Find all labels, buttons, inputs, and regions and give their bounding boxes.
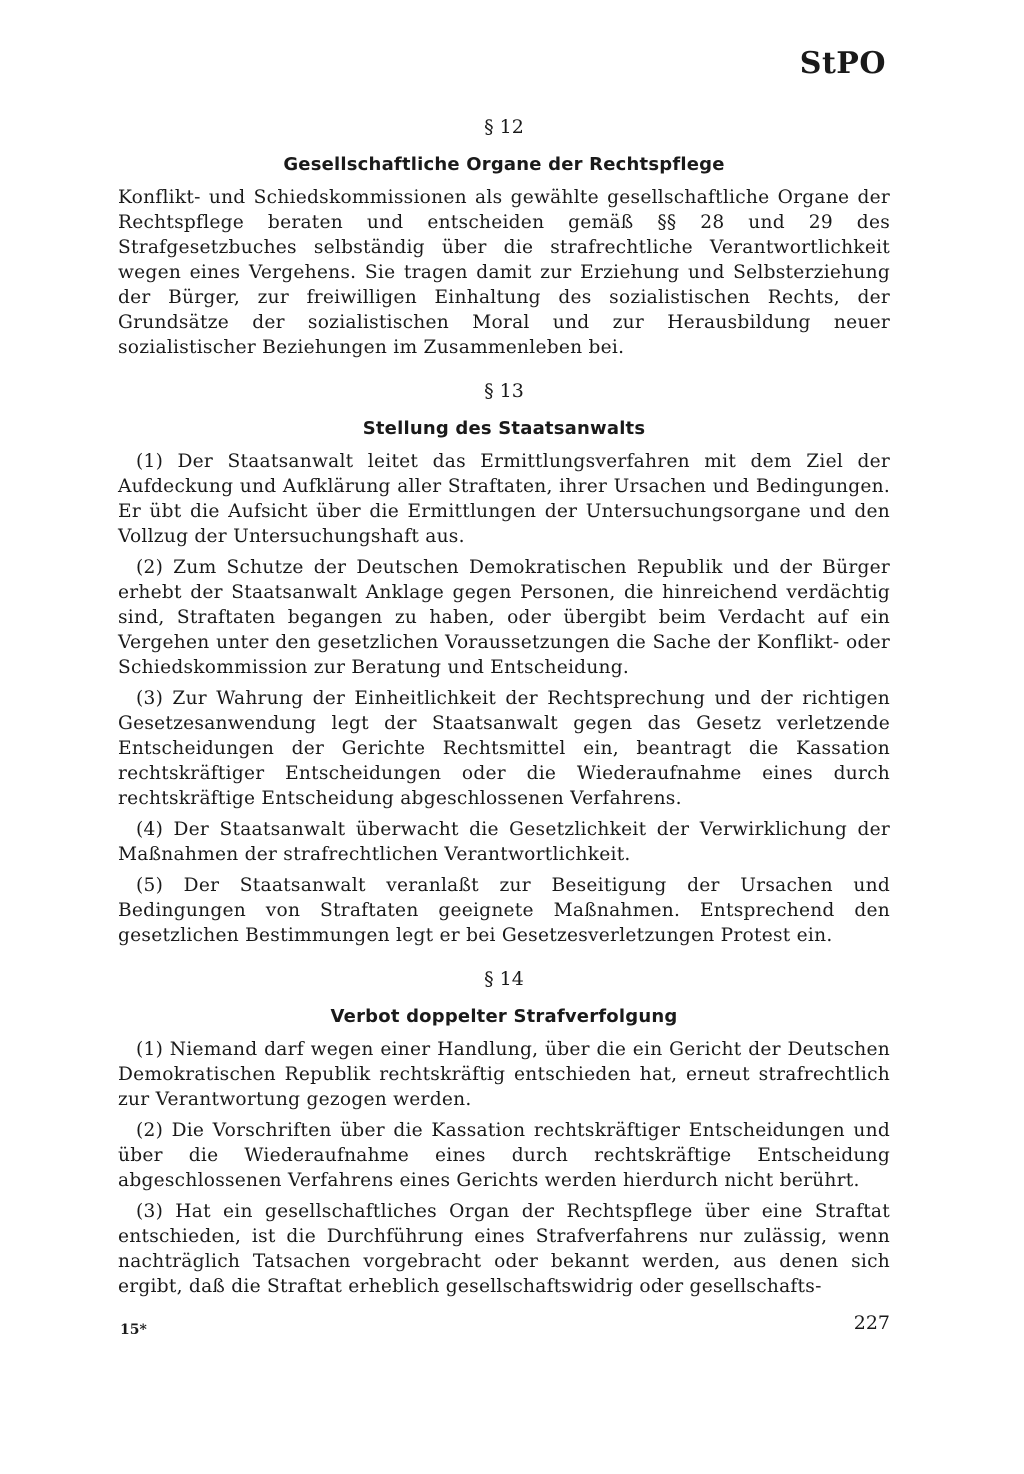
paragraph: Konflikt- und Schiedskommissionen als gewählte gesellschaftliche Organe der Rechtspflege beraten und entscheiden gemäß §§ 28 und 29 des Strafgesetzbuches selbständig über die strafrechtliche Verantwortlichkeit wegen eines Vergehens. Sie tragen damit zur Erziehung und Selbsterziehung der Bürger, zur freiwilligen Einhaltung des sozialistischen Rechts, der Grundsätze der sozialistischen Moral und zur Herausbildung neuer sozialistischer Beziehungen im Zusammenleben bei. (118, 187, 890, 358)
section-title: Stellung des Staatsanwalts (362, 418, 646, 439)
paragraph: (3) Hat ein gesellschaftliches Organ der Rechtspflege über eine Straftat entschieden, ist die Durchführung eines Strafverfahrens nur zulässig, wenn nachträglich Tatsachen vorgebracht oder bekannt werden, aus denen sich ergibt, daß die Straftat erheblich gesellschaftswidrig oder gesellschafts- (118, 1201, 890, 1297)
paragraph: (1) Der Staatsanwalt leitet das Ermittlungsverfahren mit dem Ziel der Aufdeckung und Aufklärung aller Straftaten, ihrer Ursachen und Bedingungen. Er übt die Aufsicht über die Ermittlungen der Untersuchungsorgane und den Vollzug der Untersuchungshaft aus. (118, 451, 890, 547)
page-body (118, 116, 890, 1319)
paragraph: (5) Der Staatsanwalt veranlaßt zur Beseitigung der Ursachen und Bedingungen von Straftaten geeignete Maßnahmen. Entsprechend den gesetzlichen Bestimmungen legt er bei Gesetzesverletzungen Protest ein. (118, 875, 890, 946)
running-head: StPO (799, 46, 886, 81)
section-title: Gesellschaftliche Organe der Rechtspflege (283, 154, 725, 175)
signature-mark: 15* (120, 1322, 147, 1338)
section-number: § 14 (484, 968, 524, 990)
paragraph: (4) Der Staatsanwalt überwacht die Gesetzlichkeit der Verwirklichung der Maßnahmen der strafrechtlichen Verantwortlichkeit. (118, 819, 890, 865)
section-number: § 13 (484, 380, 524, 402)
section-13 (118, 380, 890, 948)
paragraph: (3) Zur Wahrung der Einheitlichkeit der Rechtsprechung und der richtigen Gesetzesanwendung legt der Staatsanwalt gegen das Gesetz verletzende Entscheidungen der Gerichte Rechtsmittel ein, beantragt die Kassation rechtskräftiger Entscheidungen oder die Wiederaufnahme eines durch rechtskräftige Entscheidung abgeschlossenen Verfahrens. (118, 688, 890, 809)
page-number: 227 (853, 1312, 890, 1334)
section-12 (118, 116, 890, 360)
section-14 (118, 968, 890, 1299)
paragraph: (2) Die Vorschriften über die Kassation rechtskräftiger Entscheidungen und über die Wiederaufnahme eines durch rechtskräftige Entscheidung abgeschlossenen Verfahrens eines Gerichts werden hierdurch nicht berührt. (118, 1120, 890, 1191)
paragraph: (1) Niemand darf wegen einer Handlung, über die ein Gericht der Deutschen Demokratischen Republik rechtskräftig entschieden hat, erneut strafrechtlich zur Verantwortung gezogen werden. (118, 1039, 890, 1110)
section-title: Verbot doppelter Strafverfolgung (330, 1006, 678, 1027)
paragraph: (2) Zum Schutze der Deutschen Demokratischen Republik und der Bürger erhebt der Staatsanwalt Anklage gegen Personen, die hinreichend verdächtig sind, Straftaten begangen zu haben, oder übergibt beim Verdacht auf ein Vergehen unter den gesetzlichen Voraussetzungen die Sache der Konflikt- oder Schiedskommission zur Beratung und Entscheidung. (118, 557, 890, 678)
section-number: § 12 (484, 116, 524, 138)
